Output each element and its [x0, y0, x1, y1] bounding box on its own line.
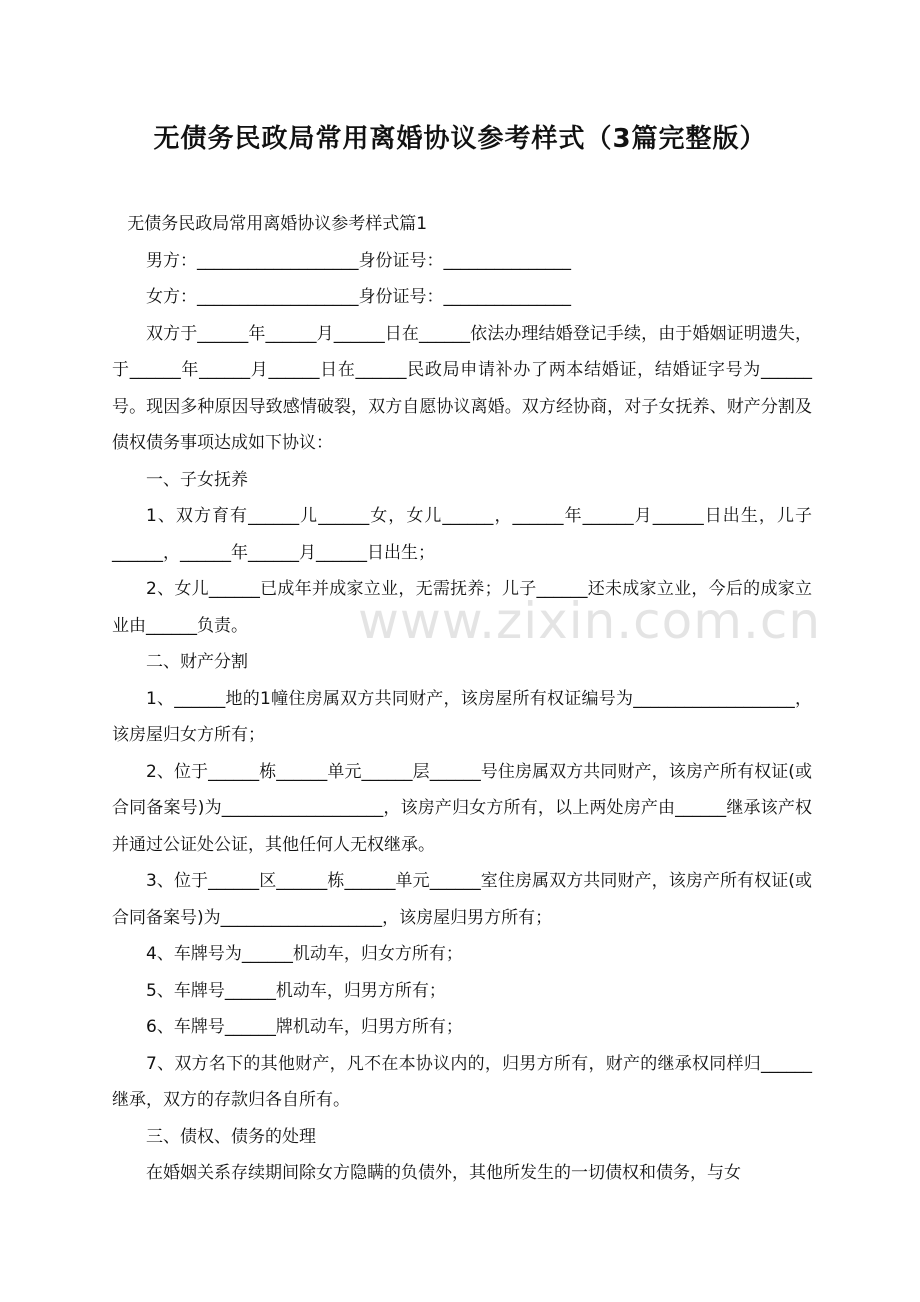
paragraph-property-4: 4、车牌号为______机动车，归女方所有；	[146, 944, 463, 964]
paragraph-property-6: 6、车牌号______牌机动车，归男方所有；	[146, 1017, 463, 1037]
paragraph-child-2: 2、女儿______已成年并成家立业，无需抚养；儿子______还未成家立业，今后的成家立业由______负责。	[112, 579, 812, 636]
paragraph-property-5: 5、车牌号______机动车，归男方所有；	[146, 980, 446, 1001]
paragraph-property-3: 3、位于______区______栋______单元______室住房属双方共同财产，该房产所有权证(或合同备案号)为___________________，该房屋归男方所有；	[112, 871, 812, 928]
paragraph-intro: 双方于______年______月______日在______依法办理结婚登记手续，由于婚姻证明遗失，于______年______月______日在______民政局申请补办了两本结婚证，结婚证字号为______号。现因多种原因导致感情破裂，双方自愿协议离婚。双方经协商，对子女抚养、财产分割及债权债务事项达成如下协议：	[112, 323, 812, 453]
document-title: 无债务民政局常用离婚协议参考样式（3篇完整版）	[153, 124, 767, 154]
female-party-line: 女方：___________________身份证号：_______________	[146, 287, 571, 307]
document-body	[112, 206, 812, 1192]
watermark: www.zixin.com.cn	[358, 592, 822, 650]
paragraph-property-2: 2、位于______栋______单元______层______号住房属双方共同财产，该房产所有权证(或合同备案号)为___________________，该房产归女方所有，以上两处房产由______继承该产权并通过公证处公证，其他任何人无权继承。	[112, 761, 812, 855]
heading-property-division: 二、财产分割	[146, 652, 248, 672]
heading-child-custody: 一、子女抚养	[146, 469, 248, 490]
paragraph-property-7: 7、双方名下的其他财产，凡不在本协议内的，归男方所有，财产的继承权同样归______继承，双方的存款归各自所有。	[112, 1053, 812, 1110]
paragraph-child-1: 1、双方育有______儿______女，女儿______，______年______月______日出生，儿子______，______年______月______日出生；	[112, 506, 812, 563]
section-heading: 无债务民政局常用离婚协议参考样式篇1	[127, 214, 428, 234]
paragraph-debts-1: 在婚姻关系存续期间除女方隐瞒的负债外，其他所发生的一切债权和债务，与女	[146, 1163, 741, 1183]
male-party-line: 男方：___________________身份证号：_______________	[146, 250, 571, 271]
paragraph-property-1: 1、______地的1幢住房属双方共同财产，该房屋所有权证编号为___________________，该房屋归女方所有；	[112, 688, 812, 745]
heading-debts: 三、债权、债务的处理	[146, 1126, 316, 1147]
